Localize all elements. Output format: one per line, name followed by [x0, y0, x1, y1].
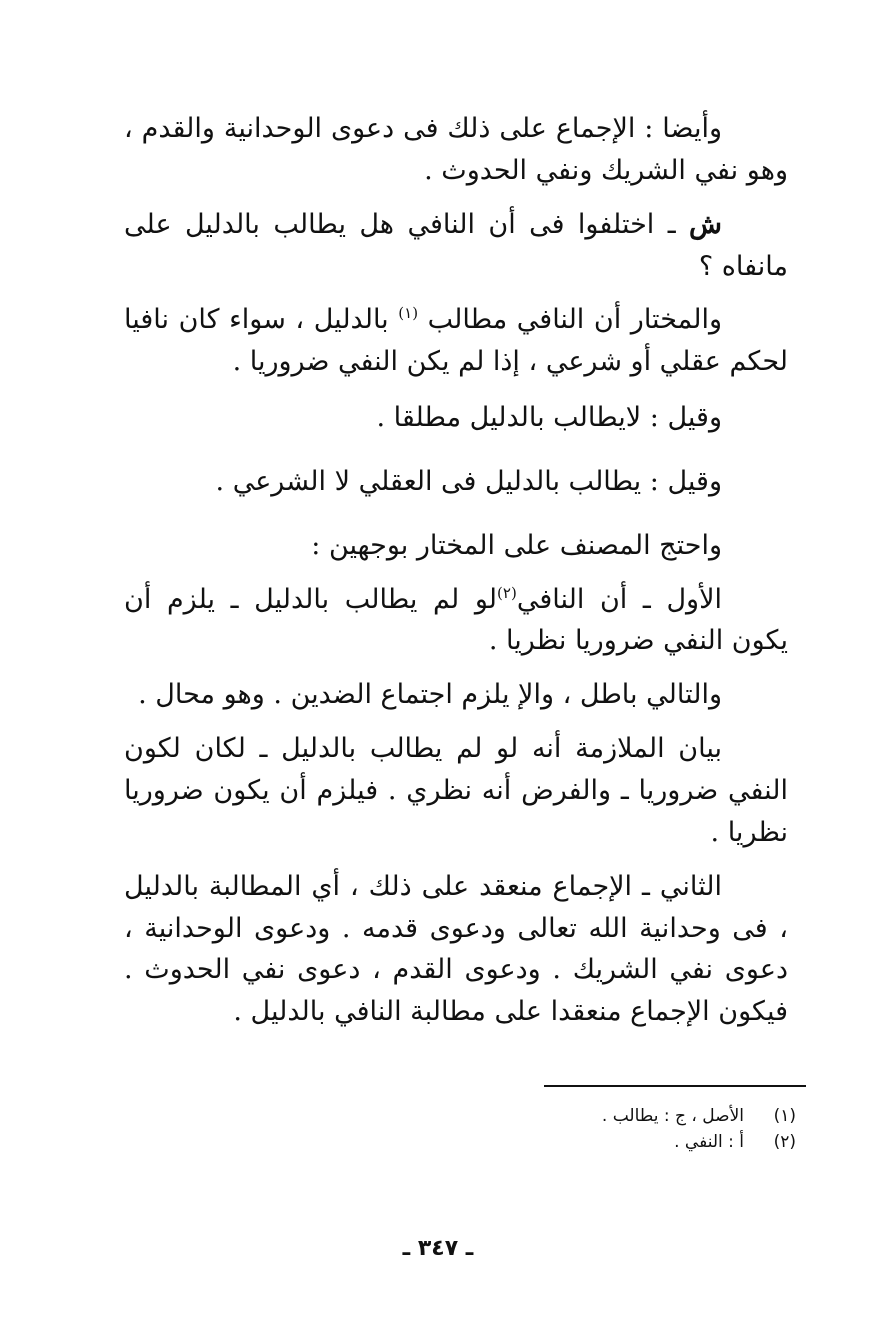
footnotes — [520, 1103, 796, 1156]
paragraph-6: واحتج المصنف على المختار بوجهين : — [311, 529, 722, 561]
paragraph-7 — [124, 579, 788, 663]
paragraph-5: وقيل : يطالب بالدليل فى العقلي لا الشرعي . — [215, 465, 722, 497]
footnote-2-text: أ : النفي . — [674, 1132, 744, 1153]
main-text — [124, 108, 788, 1033]
footnote-2 — [520, 1129, 796, 1155]
footnote-1 — [520, 1103, 796, 1129]
paragraph-3 — [124, 299, 788, 383]
paragraph-10: الثاني ـ الإجماع منعقد على ذلك ، أي المطالبة بالدليل ، فى وحدانية الله تعالى ودعوى قدمه . ودعوى الوحدانية ، دعوى نفي الشريك . ودعوى القدم ، دعوى نفي الحدوث . فيكون الإجماع منعقدا على مطالبة النافي بالدليل . — [124, 870, 788, 1028]
footnote-1-number: (١) — [773, 1106, 796, 1126]
paragraph-3-text-b: بالدليل ، سواء كان نافيا لحكم عقلي أو شرعي ، إذا لم يكن النفي ضروريا . — [124, 304, 788, 378]
paragraph-1: وأيضا : الإجماع على ذلك فى دعوى الوحدانية والقدم ، وهو نفي الشريك ونفي الحدوث . — [124, 113, 788, 186]
page-number: ـ ٣٤٧ ـ — [402, 1236, 474, 1261]
paragraph-7-text-b: لو لم يطالب بالدليل ـ يلزم أن يكون النفي ضروريا نظريا . — [124, 583, 788, 657]
footnote-divider — [544, 1085, 806, 1087]
footnote-1-text: الأصل ، ج : يطالب . — [601, 1106, 744, 1126]
footnote-ref-2: (٢) — [497, 583, 517, 602]
footnote-ref-1: (١) — [398, 304, 419, 323]
paragraph-4: وقيل : لايطالب بالدليل مطلقا . — [376, 402, 722, 434]
paragraph-2 — [124, 204, 788, 288]
paragraph-7-text-a: الأول ـ أن النافي — [516, 583, 722, 615]
footnote-2-number: (٢) — [773, 1132, 796, 1153]
paragraph-8: والتالي باطل ، والإ يلزم اجتماع الضدين . وهو محال . — [138, 679, 722, 711]
paragraph-2-lead: ش — [689, 208, 722, 240]
paragraph-2-text: ـ اختلفوا فى أن النافي هل يطالب بالدليل على مانفاه ؟ — [124, 208, 788, 282]
paragraph-9: بيان الملازمة أنه لو لم يطالب بالدليل ـ لكان لكون النفي ضروريا ـ والفرض أنه نظري . فيلزم أن يكون ضروريا نظريا . — [124, 733, 788, 848]
paragraph-3-text-a: والمختار أن النافي مطالب — [418, 304, 722, 336]
